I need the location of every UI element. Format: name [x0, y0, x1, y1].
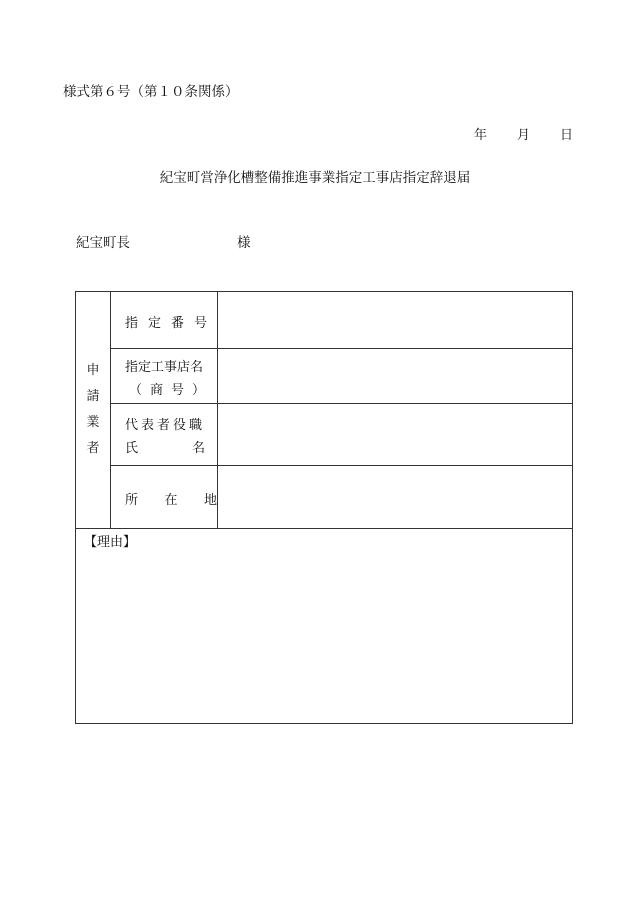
addressee-name: 紀宝町長: [76, 235, 130, 251]
address-label: [111, 489, 217, 508]
shop-name-label-group: [111, 356, 217, 398]
document-title: 紀宝町営浄化槽整備推進事業指定工事店指定辞退届: [159, 170, 471, 186]
representative-name-label: [125, 437, 205, 456]
date-year-label: 年: [474, 128, 488, 143]
applicant-section-label: [76, 292, 110, 528]
representative-title-label: 代表者役職: [125, 418, 206, 433]
address-label-char: 所: [125, 493, 139, 508]
address-label-char: 地: [203, 493, 217, 508]
form-number: 様式第６号（第１０条関係）: [63, 84, 239, 100]
addressee-honorific: 様: [237, 235, 251, 251]
shop-name-label: 指定工事店名: [125, 360, 204, 375]
applicant-label-char: 者: [86, 441, 100, 456]
designation-number-label: 指定番号: [125, 316, 218, 331]
representative-name-char: 氏: [125, 441, 139, 456]
shop-name-field[interactable]: [218, 349, 573, 403]
date-day-label: 日: [560, 128, 574, 143]
address-field[interactable]: [218, 466, 573, 528]
shop-name-sub-label: （商号）: [129, 383, 214, 398]
reason-label: 【理由】: [84, 535, 137, 550]
designation-number-field[interactable]: [218, 292, 573, 348]
address-label-char: 在: [164, 493, 178, 508]
date-line: [474, 124, 573, 143]
application-form-table: [75, 291, 573, 724]
representative-field[interactable]: [218, 404, 573, 465]
applicant-label-char: 業: [86, 415, 100, 430]
representative-name-char: 名: [191, 441, 205, 456]
applicant-label-char: 申: [86, 363, 100, 378]
reason-field[interactable]: [76, 549, 573, 723]
divider: [76, 528, 573, 529]
representative-label-group: [111, 414, 217, 456]
date-month-label: 月: [517, 128, 531, 143]
applicant-label-char: 請: [86, 389, 100, 404]
